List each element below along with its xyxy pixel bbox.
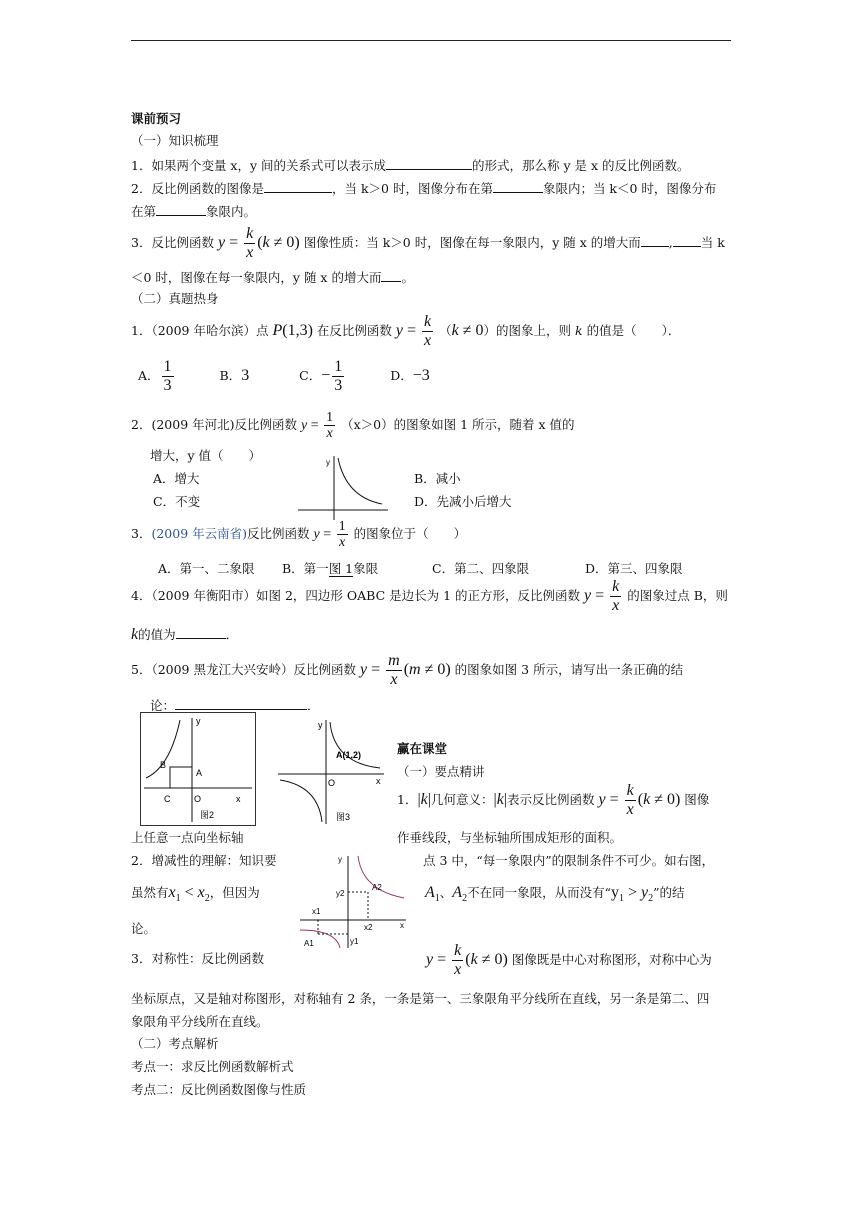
- answer-blank: [493, 181, 543, 193]
- q3-option-b: B．第一图 1象限: [282, 561, 379, 576]
- point-a2-label: A2: [372, 883, 382, 892]
- answer-blank: [176, 627, 226, 639]
- point-p: P(1,3): [272, 321, 313, 339]
- point-2-end: 论。: [131, 921, 157, 936]
- point-a-label: A(1,2): [336, 750, 362, 760]
- option-c-value: − $\frac{1}{3}$: [321, 358, 343, 394]
- section-title-class: 赢在课堂: [397, 741, 448, 756]
- formula-neg-1-over-x: y = $\frac{1}{x}$: [313, 519, 346, 551]
- formula-k-over-x: y = $\frac{k}{x}$: [395, 313, 432, 349]
- abs-k: |k|: [493, 791, 507, 808]
- formula-k-over-x: y = $\frac{k}{x}$ (k ≠ 0): [426, 942, 508, 978]
- point-2-cont: 点 3 中，“每一象限内”的限制条件不可少。如右图，: [423, 853, 715, 868]
- formula-k-over-x: y = $\frac{k}{x}$ (k ≠ 0): [598, 782, 681, 818]
- q2-option-b: B．减小: [414, 471, 461, 486]
- x-axis-label: x: [376, 776, 381, 786]
- y1-gt-y2: $y_1 > y_2$: [610, 884, 654, 905]
- square-oabc: [170, 767, 192, 788]
- answer-blank: [386, 158, 472, 170]
- origin-label: O: [194, 794, 202, 804]
- point-3-right: y = $\frac{k}{x}$ (k ≠ 0) 图像既是中心对称图形，对称中心为: [426, 942, 712, 978]
- q3-option-a: A．第一、二象限: [158, 561, 255, 576]
- x-axis-label: x: [236, 794, 241, 804]
- point-3-end: 象限角平分线所在直线。: [131, 1014, 269, 1029]
- subsection-real-questions: （二）真题热身: [131, 291, 219, 306]
- point-a-label: A: [196, 768, 203, 778]
- point-3-cont: 坐标原点，又是轴对称图形，对称轴有 2 条，一条是第一、三象限角平分线所在直线，另一条是第二、四: [131, 991, 710, 1006]
- question-3: 3．(2009 年云南省)反比例函数 y = $\frac{1}{x}$ 的图象位于（ ）: [131, 519, 467, 551]
- q2-option-c: C．不变: [153, 494, 201, 509]
- question-5: 5．（2009 黑龙江大兴安岭）反比例函数 y = $\frac{m}{x}$ (m ≠ 0) 的图象如图 3 所示，请写出一条正确的结: [131, 652, 684, 688]
- knowledge-item-2: 2．反比例函数的图像是 ，当 k＞0 时，图像分布在第 象限内；当 k＜0 时，图像分布: [131, 181, 717, 196]
- point-c-label: C: [164, 794, 171, 804]
- point-3: 3．对称性：反比例函数: [131, 951, 264, 966]
- point-1-cont-right: 作垂线段，与坐标轴所围成矩形的面积。: [397, 830, 623, 845]
- answer-blank: [156, 204, 206, 216]
- figure-1-caption: 图 1: [328, 561, 354, 576]
- x1-lt-x2: $x_1 < x_2$: [168, 884, 210, 905]
- figure-1-graph: [294, 452, 390, 522]
- question-2-stem-cont: 增大，y 值（ ）: [150, 448, 262, 463]
- knowledge-item-3: 3．反比例函数 y = $\frac{k}{x}$ (k ≠ 0) 图像性质：当 k＞0 时，图像在每一象限内，y 随 x 的增大而 , 当 k: [131, 225, 725, 261]
- question-5-answer-line: 论： ．: [150, 698, 320, 713]
- point-a1-label: A1: [304, 939, 314, 948]
- answer-blank: [381, 270, 401, 282]
- y-axis-label: y: [338, 855, 342, 864]
- formula-1-over-x: y = $\frac{1}{x}$: [300, 410, 334, 442]
- section-title-preview: 课前预习: [131, 111, 182, 126]
- hyperbola-curve: [338, 458, 382, 504]
- y1-label: y1: [350, 937, 359, 946]
- figure-3-caption: 图3: [336, 812, 351, 822]
- x1-label: x1: [312, 907, 321, 916]
- point-1-cont-left: 上任意一点向坐标轴: [131, 830, 244, 845]
- abs-k: |k|: [417, 791, 431, 808]
- knowledge-item-2-cont: 在第 象限内。: [131, 204, 257, 219]
- answer-blank: [264, 181, 332, 193]
- source-tag: (2009 年云南省): [151, 526, 247, 542]
- formula-k-over-x: y = $\frac{k}{x}$ (k ≠ 0): [217, 225, 300, 261]
- origin-label: O: [328, 778, 336, 788]
- x-axis-label: x: [400, 921, 404, 930]
- question-1: 1．（2009 年哈尔滨）点 P(1,3) 在反比例函数 y = $\frac{k}{x}$ （k ≠ 0）的图象上，则 k 的值是（ ）．: [131, 313, 681, 349]
- subsection-key-points: （一）要点精讲: [397, 764, 485, 779]
- exam-point-2: 考点二：反比例函数图像与性质: [131, 1082, 307, 1097]
- q2-option-d: D．先减小后增大: [414, 494, 512, 509]
- exam-point-1: 考点一：求反比例函数解析式: [131, 1059, 294, 1074]
- question-4: 4．（2009 年衡阳市）如图 2，四边形 OABC 是边长为 1 的正方形，反比例函数 y = $\frac{k}{x}$ 的图象过点 B，则: [131, 578, 728, 614]
- question-1-options: A． $\frac{1}{3}$ B．3 C．− $\frac{1}{3}$ D．−3: [138, 358, 430, 394]
- point-2: 2．增减性的理解：知识要: [131, 853, 277, 868]
- answer-blank: [175, 698, 307, 710]
- answer-blank: [673, 235, 701, 247]
- q3-option-d: D．第三、四象限: [585, 561, 683, 576]
- subsection-exam-points: （二）考点解析: [131, 1036, 219, 1051]
- knowledge-item-3-cont: ＜0 时，图像在每一象限内，y 随 x 的增大而 。: [131, 270, 414, 285]
- knowledge-item-1: 1．如果两个变量 x，y 间的关系式可以表示成 的形式，那么称 y 是 x 的反比例函数。: [131, 158, 690, 173]
- variable-k: k: [131, 626, 139, 643]
- point-b-label: B: [160, 760, 167, 770]
- question-4-cont: k的值为 ．: [131, 626, 239, 643]
- condition-k-nonzero: k ≠ 0: [451, 321, 484, 339]
- hyperbola-branch-2: [280, 780, 322, 822]
- y-axis-label: y: [318, 720, 323, 730]
- option-a-value: $\frac{1}{3}$: [163, 358, 172, 394]
- hyperbola-branch-1: [330, 722, 380, 768]
- subsection-knowledge: （一）知识梳理: [131, 133, 219, 148]
- figure-4-graph: [296, 850, 410, 950]
- a2: $A_2$: [452, 884, 468, 905]
- figure-2-graph: [140, 712, 256, 826]
- question-2: 2．(2009 年河北)反比例函数 y = $\frac{1}{x}$ （x＞0）的图象如图 1 所示，随着 x 值的: [131, 410, 575, 442]
- a1: $A_1$: [425, 884, 440, 905]
- formula-k-over-x: y = $\frac{k}{x}$: [584, 578, 620, 614]
- y-axis-label: y: [196, 716, 201, 726]
- figure-2-caption: 图2: [200, 810, 215, 820]
- answer-blank: [641, 235, 669, 247]
- point-2-line2-left: 虽然有$x_1 < x_2$，但因为: [131, 884, 260, 905]
- point-1: 1．|k|几何意义：|k|表示反比例函数 y = $\frac{k}{x}$ (k ≠ 0) 图像: [397, 782, 710, 818]
- y-axis-label: y: [326, 458, 330, 467]
- q3-option-c: C．第二、四象限: [432, 561, 530, 576]
- figure-3-graph: [276, 718, 386, 826]
- q2-option-a: A．增大: [153, 471, 200, 486]
- point-2-line2-right: $A_1$、$A_2$不在同一象限，从而没有“$y_1 > y_2$”的结: [425, 884, 685, 905]
- option-d-value: −3: [412, 366, 430, 384]
- option-b-value: 3: [241, 366, 250, 384]
- header-rule: [131, 40, 731, 41]
- x2-label: x2: [364, 923, 373, 932]
- formula-m-over-x: y = $\frac{m}{x}$ (m ≠ 0): [359, 652, 451, 688]
- y2-label: y2: [336, 889, 345, 898]
